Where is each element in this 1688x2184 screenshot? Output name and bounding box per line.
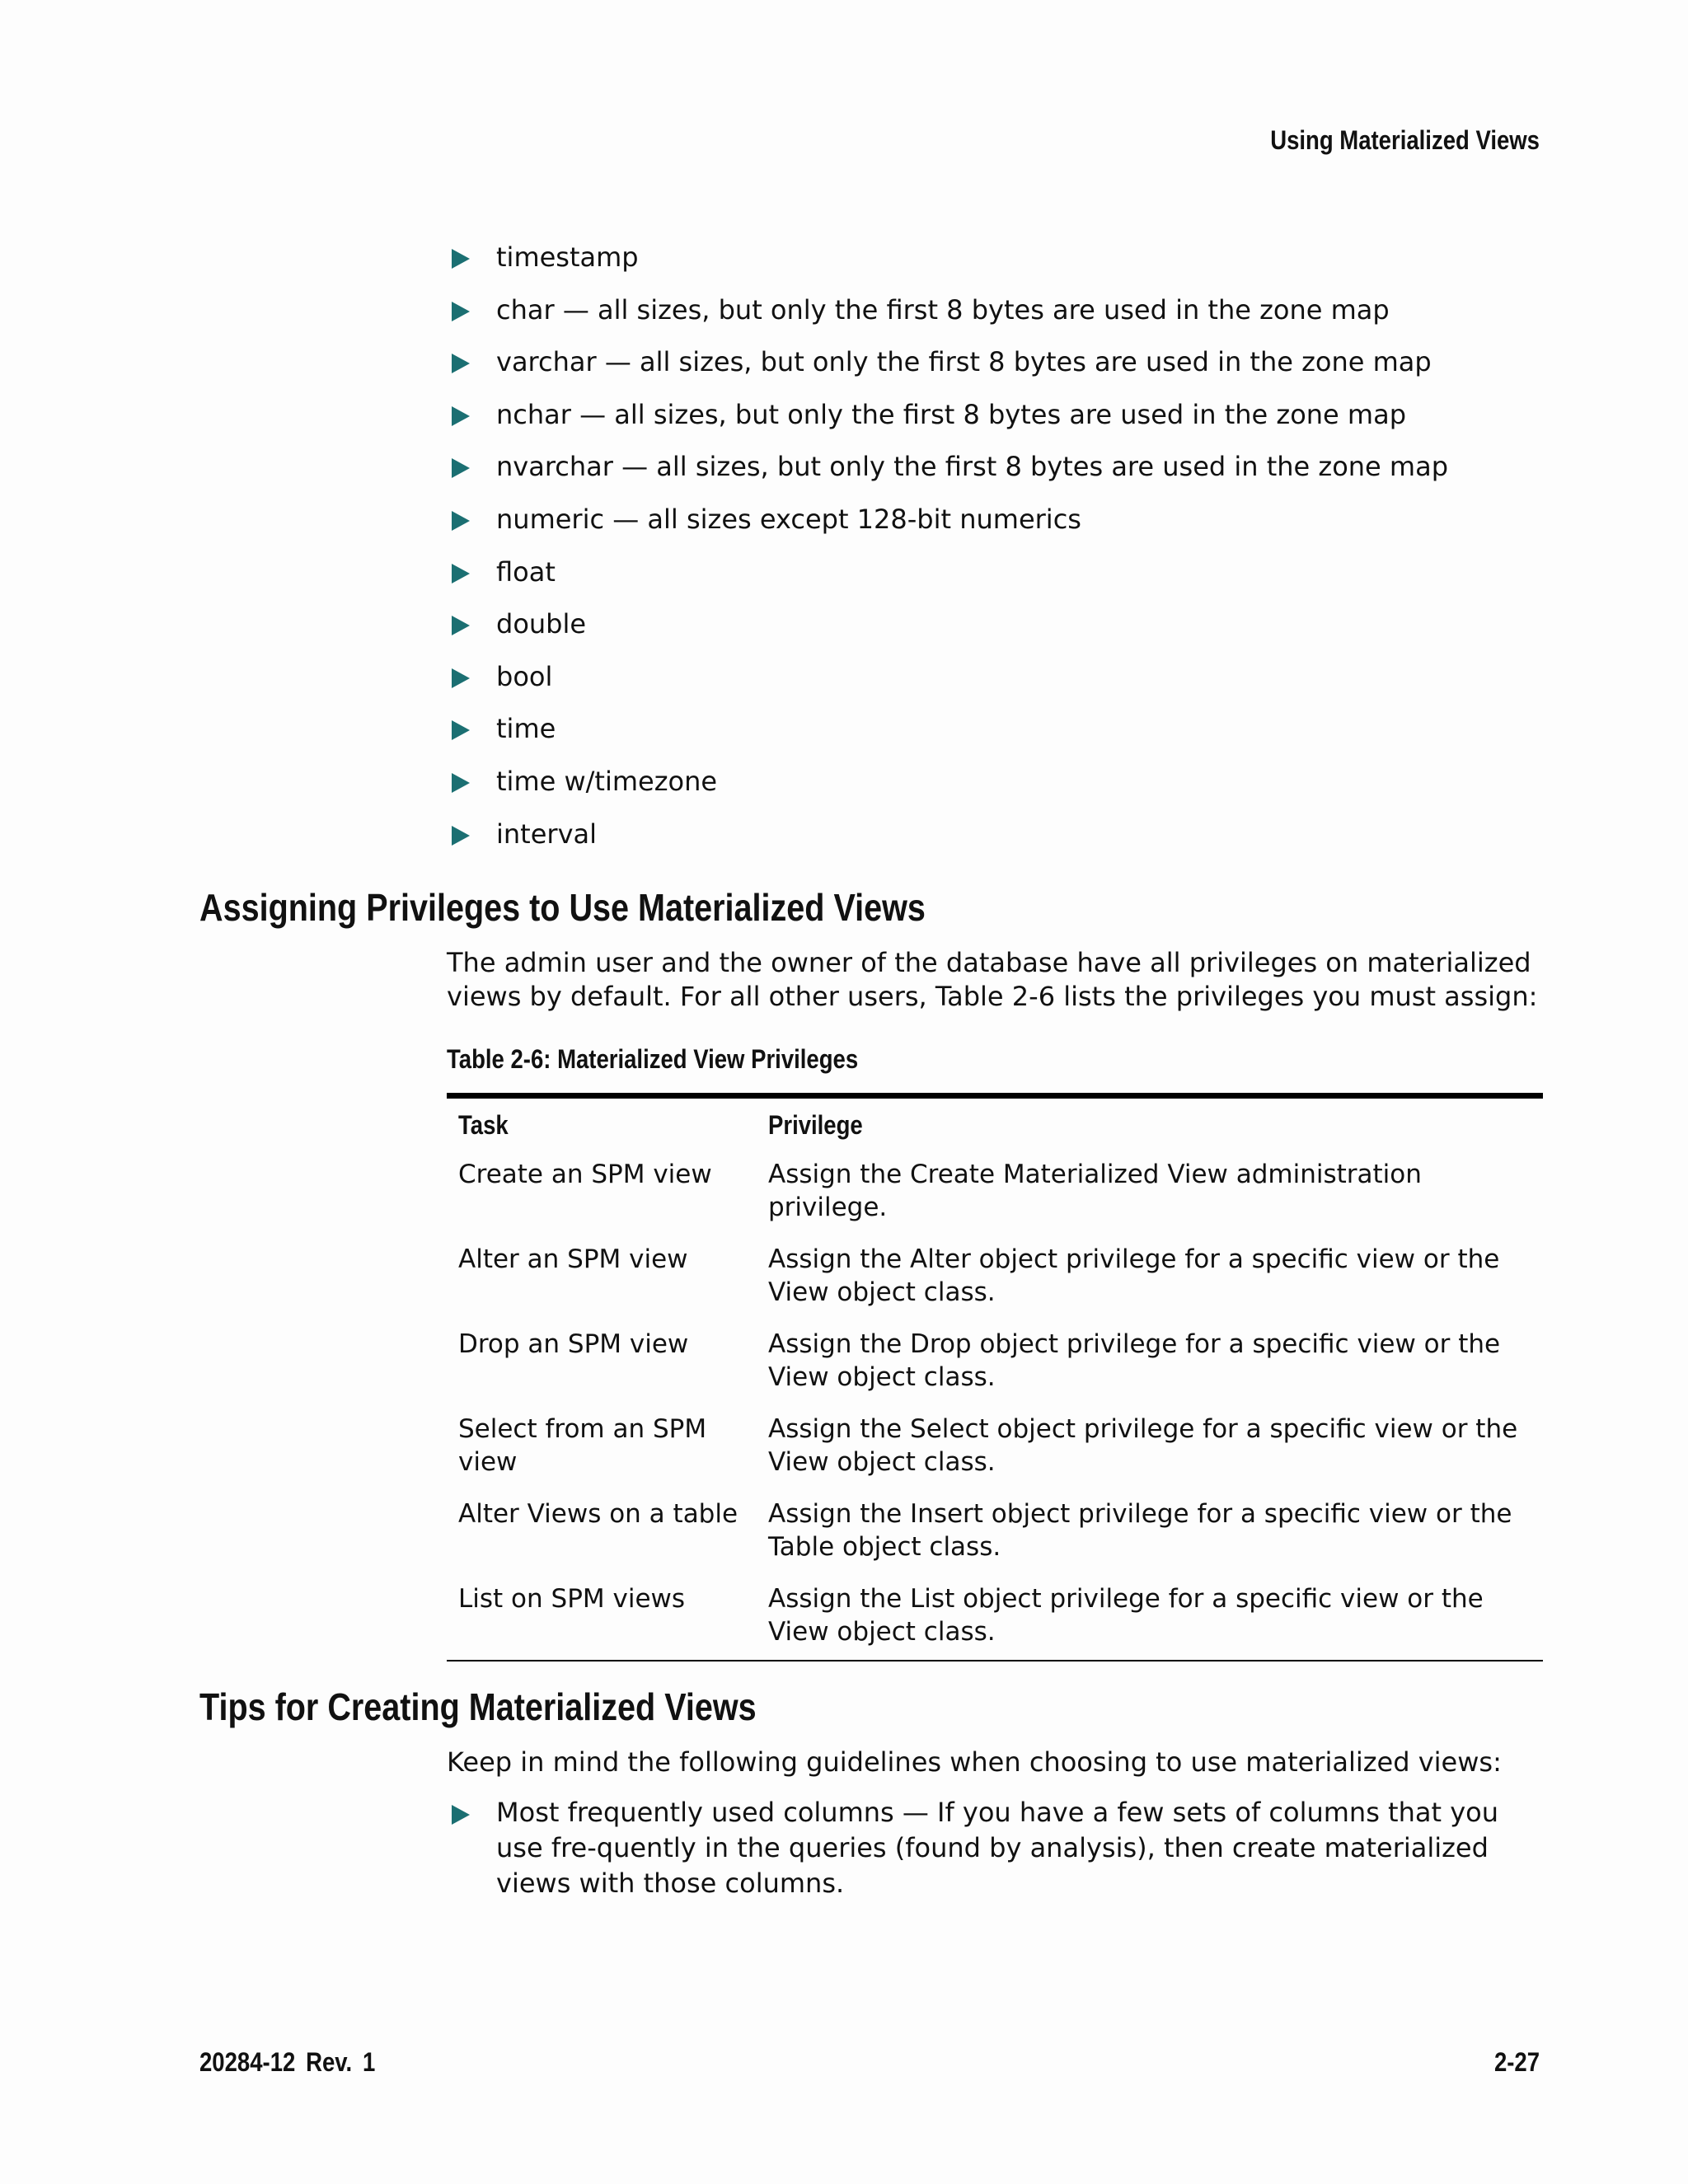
triangle-bullet-icon: [452, 773, 470, 793]
privilege-cell: Assign the Create Materialized View administration privilege.: [768, 1160, 1422, 1222]
footer-doc-number: 20284-12 Rev. 1: [199, 2047, 376, 2077]
triangle-bullet-icon: [452, 1805, 470, 1825]
table-row: [447, 1489, 1543, 1574]
triangle-bullet-icon: [452, 249, 470, 269]
task-cell: Create an SPM view: [458, 1160, 712, 1189]
triangle-bullet-icon: [452, 511, 470, 531]
triangle-bullet-icon: [452, 302, 470, 321]
footer-page-number: 2-27: [1493, 2047, 1540, 2077]
list-item: [447, 816, 1543, 852]
column-header-privilege-label: Privilege: [768, 1110, 863, 1140]
privilege-cell: Assign the Select object privilege for a specific view or the View object class.: [768, 1414, 1518, 1477]
table-row: [447, 1235, 1543, 1319]
list-item-text: time: [496, 713, 556, 745]
table-body: [447, 1150, 1543, 1661]
section-heading-tips: Tips for Creating Materialized Views: [199, 1685, 757, 1728]
column-header-task: [447, 1096, 757, 1151]
list-item-text: float: [496, 555, 556, 588]
task-cell: List on SPM views: [458, 1584, 686, 1614]
list-item: [447, 396, 1543, 433]
list-item-text: nvarchar — all sizes, but only the first 8 bytes are used in the zone map: [496, 451, 1448, 483]
assign-paragraph: The admin user and the owner of the database have all privileges on materialized views by default. For all other users, Table 2-6 lists the privileges you must assign:: [447, 947, 1538, 1012]
list-item: [447, 710, 1543, 747]
triangle-bullet-icon: [452, 354, 470, 373]
task-cell: Drop an SPM view: [458, 1329, 689, 1359]
data-type-list: [447, 239, 1543, 868]
table-row: [447, 1150, 1543, 1235]
list-item: [447, 501, 1543, 537]
list-item-text: interval: [496, 818, 597, 850]
privilege-cell: Assign the List object privilege for a specific view or the View object class.: [768, 1584, 1484, 1647]
running-header: Using Materialized Views: [1270, 125, 1540, 155]
list-item-text: char — all sizes, but only the first 8 bytes are used in the zone map: [496, 293, 1390, 326]
section-heading-assigning-privileges: Assigning Privileges to Use Materialized Views: [199, 886, 926, 929]
triangle-bullet-icon: [452, 458, 470, 478]
list-item: [447, 658, 1543, 695]
triangle-bullet-icon: [452, 616, 470, 635]
table-header-row: [447, 1096, 1543, 1151]
list-item-text: timestamp: [496, 241, 639, 273]
list-item-text: time w/timezone: [496, 765, 718, 797]
table-row: [447, 1574, 1543, 1661]
list-item: [447, 344, 1543, 380]
list-item: [447, 1795, 1543, 1901]
table-caption: Table 2-6: Materialized View Privileges: [447, 1044, 859, 1074]
column-header-task-label: Task: [458, 1110, 509, 1140]
privilege-cell: Assign the Drop object privilege for a specific view or the View object class.: [768, 1329, 1501, 1392]
task-cell: Select from an SPM view: [458, 1414, 707, 1477]
privilege-cell: Assign the Alter object privilege for a specific view or the View object class.: [768, 1244, 1500, 1307]
tips-paragraph: Keep in mind the following guidelines when choosing to use materialized views:: [447, 1746, 1502, 1778]
triangle-bullet-icon: [452, 720, 470, 740]
list-item-text: double: [496, 608, 587, 640]
triangle-bullet-icon: [452, 826, 470, 846]
triangle-bullet-icon: [452, 406, 470, 426]
list-item: [447, 606, 1543, 642]
privileges-table: [447, 1093, 1543, 1661]
list-item: [447, 292, 1543, 328]
list-item-text: nchar — all sizes, but only the first 8 bytes are used in the zone map: [496, 398, 1406, 430]
tips-list: [447, 1795, 1543, 1918]
list-item-text: varchar — all sizes, but only the first 8 bytes are used in the zone map: [496, 346, 1432, 378]
triangle-bullet-icon: [452, 668, 470, 688]
list-item: [447, 554, 1543, 590]
column-header-privilege: [757, 1096, 1543, 1151]
triangle-bullet-icon: [452, 564, 470, 583]
list-item: [447, 448, 1543, 485]
list-item: [447, 239, 1543, 275]
list-item: [447, 763, 1543, 799]
privilege-cell: Assign the Insert object privilege for a specific view or the Table object class.: [768, 1499, 1512, 1562]
list-item-text: bool: [496, 660, 553, 692]
list-item-text: numeric — all sizes except 128-bit numerics: [496, 503, 1081, 535]
task-cell: Alter an SPM view: [458, 1244, 688, 1274]
list-item-text: Most frequently used columns — If you have a few sets of columns that you use fre-quently in the queries (found by analysis), then create materialized views with those columns.: [496, 1797, 1498, 1899]
table-row: [447, 1404, 1543, 1489]
task-cell: Alter Views on a table: [458, 1499, 738, 1529]
table-row: [447, 1319, 1543, 1404]
